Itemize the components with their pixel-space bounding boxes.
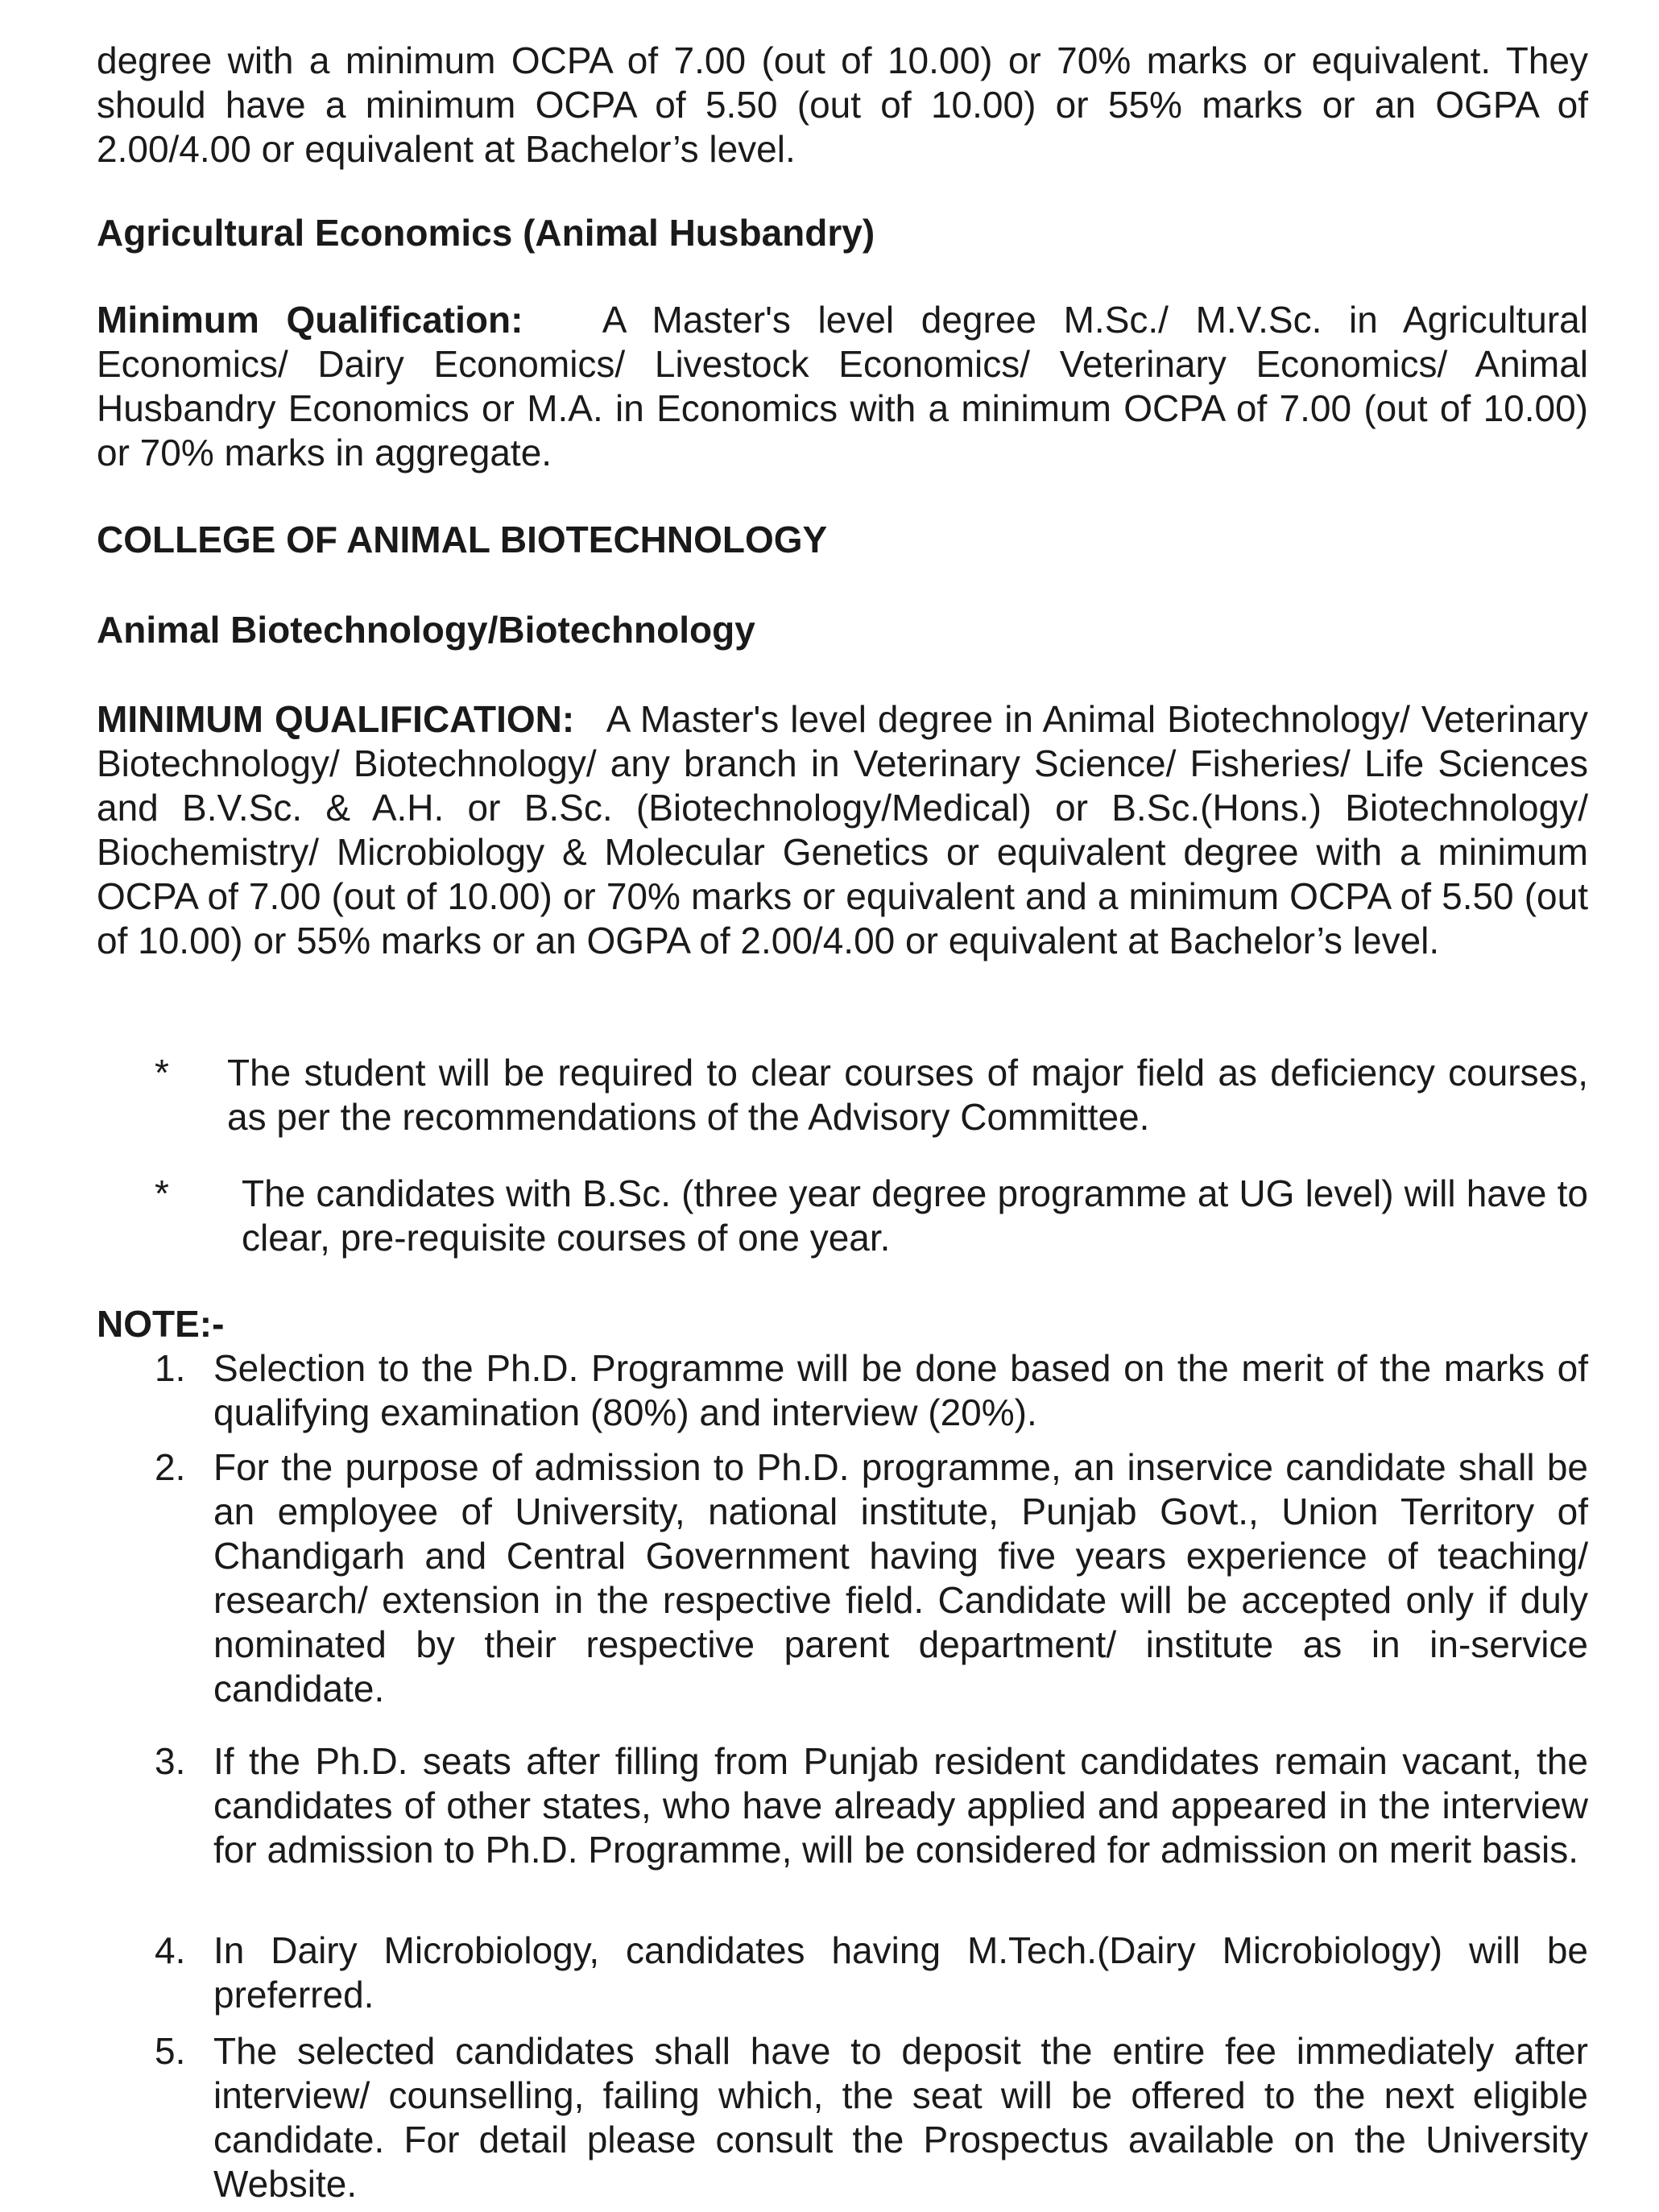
note-item: The selected candidates shall have to deposit the entire fee immediately after interview/ counselling, failing which, the seat will be offered to the next eligible candidate. For detail please consult the Prospectus available on the University Website. <box>213 2030 1588 2205</box>
biotech-heading: Animal Biotechnology/Biotechnology <box>97 609 755 651</box>
note-number: 3. <box>155 1740 186 1782</box>
bullet-marker: * <box>155 1172 169 1214</box>
note-item: In Dairy Microbiology, candidates having M.Tech.(Dairy Microbiology) will be preferred. <box>213 1929 1588 2016</box>
note-heading: NOTE:- <box>97 1303 225 1345</box>
bullet-item: The candidates with B.Sc. (three year degree programme at UG level) will have to clear, pre-requisite courses of one year. <box>242 1172 1588 1259</box>
agri-econ-text: A Master's level degree M.Sc./ M.V.Sc. in Agricultural Economics/ Dairy Economics/ Livestock Economics/ Veterinary Economics/ Animal Husbandry Economics or M.A. in Economics with a minimum OCPA of 7.00 (out of 10.00) or 70% marks in aggregate. <box>97 299 1588 473</box>
note-number: 5. <box>155 2030 186 2072</box>
intro-paragraph: degree with a minimum OCPA of 7.00 (out of 10.00) or 70% marks or equivalent. They should have a minimum OCPA of 5.50 (out of 10.00) or 55% marks or an OGPA of 2.00/4.00 or equivalent at Bachelor’s level. <box>97 39 1588 170</box>
note-item: Selection to the Ph.D. Programme will be done based on the merit of the marks of qualifying examination (80%) and interview (20%). <box>213 1347 1588 1433</box>
note-number: 1. <box>155 1347 186 1389</box>
note-number: 4. <box>155 1929 186 1971</box>
note-number: 2. <box>155 1446 186 1488</box>
biotech-label: MINIMUM QUALIFICATION <box>97 698 562 740</box>
bullet-marker: * <box>155 1052 169 1094</box>
bullet-item: The student will be required to clear courses of major field as deficiency courses, as per the recommendations of the Advisory Committee. <box>227 1052 1588 1138</box>
biotech-text: A Master's level degree in Animal Biotechnology/ Veterinary Biotechnology/ Biotechnology/ any branch in Veterinary Science/ Fisheries/ Life Sciences and B.V.Sc. & A.H. or B.Sc. (Biotechnology/Medical) or B.Sc.(Hons.) Biotechnology/ Biochemistry/ Microbiology & Molecular Genetics or equivalent degree with a minimum OCPA of 7.00 (out of 10.00) or 70% marks or equivalent and a minimum OCPA of 5.50 (out of 10.00) or 55% marks or an OGPA of 2.00/4.00 or equivalent at Bachelor’s level. <box>97 698 1589 961</box>
note-item: For the purpose of admission to Ph.D. programme, an inservice candidate shall be an employee of University, national institute, Punjab Govt., Union Territory of Chandigarh and Central Government having five years experience of teaching/ research/ extension in the respective field. Candidate will be accepted only if duly nominated by their respective parent department/ institute as in in-service candidate. <box>213 1446 1588 1710</box>
note-item: If the Ph.D. seats after filling from Punjab resident candidates remain vacant, the candidates of other states, who have already applied and appeared in the interview for admission to Ph.D. Programme, will be considered for admission on merit basis. <box>213 1740 1588 1871</box>
biotech-qualification: MINIMUM QUALIFICATION: A Master's level degree in Animal Biotechnology/ Veterinary Biotechnology/ Biotechnology/ any branch in Veterinary Science/ Fisheries/ Life Sciences and B.V.Sc. & A.H. or B.Sc. (Biotechnology/Medical) or B.Sc.(Hons.) Biotechnology/ Biochemistry/ Microbiology & Molecular Genetics or equivalent degree with a minimum OCPA of 7.00 (out of 10.00) or 70% marks or equivalent and a minimum OCPA of 5.50 (out of 10.00) or 55% marks or an OGPA of 2.00/4.00 or equivalent at Bachelor’s level. <box>97 698 1589 961</box>
college-heading: COLLEGE OF ANIMAL BIOTECHNOLOGY <box>97 519 828 560</box>
agri-econ-label: Minimum Qualification <box>97 299 511 341</box>
agri-econ-heading: Agricultural Economics (Animal Husbandry) <box>97 212 875 254</box>
agri-econ-qualification: Minimum Qualification: A Master's level degree M.Sc./ M.V.Sc. in Agricultural Economics/ Dairy Economics/ Livestock Economics/ Veterinary Economics/ Animal Husbandry Economics or M.A. in Economics with a minimum OCPA of 7.00 (out of 10.00) or 70% marks in aggregate. <box>97 299 1588 473</box>
